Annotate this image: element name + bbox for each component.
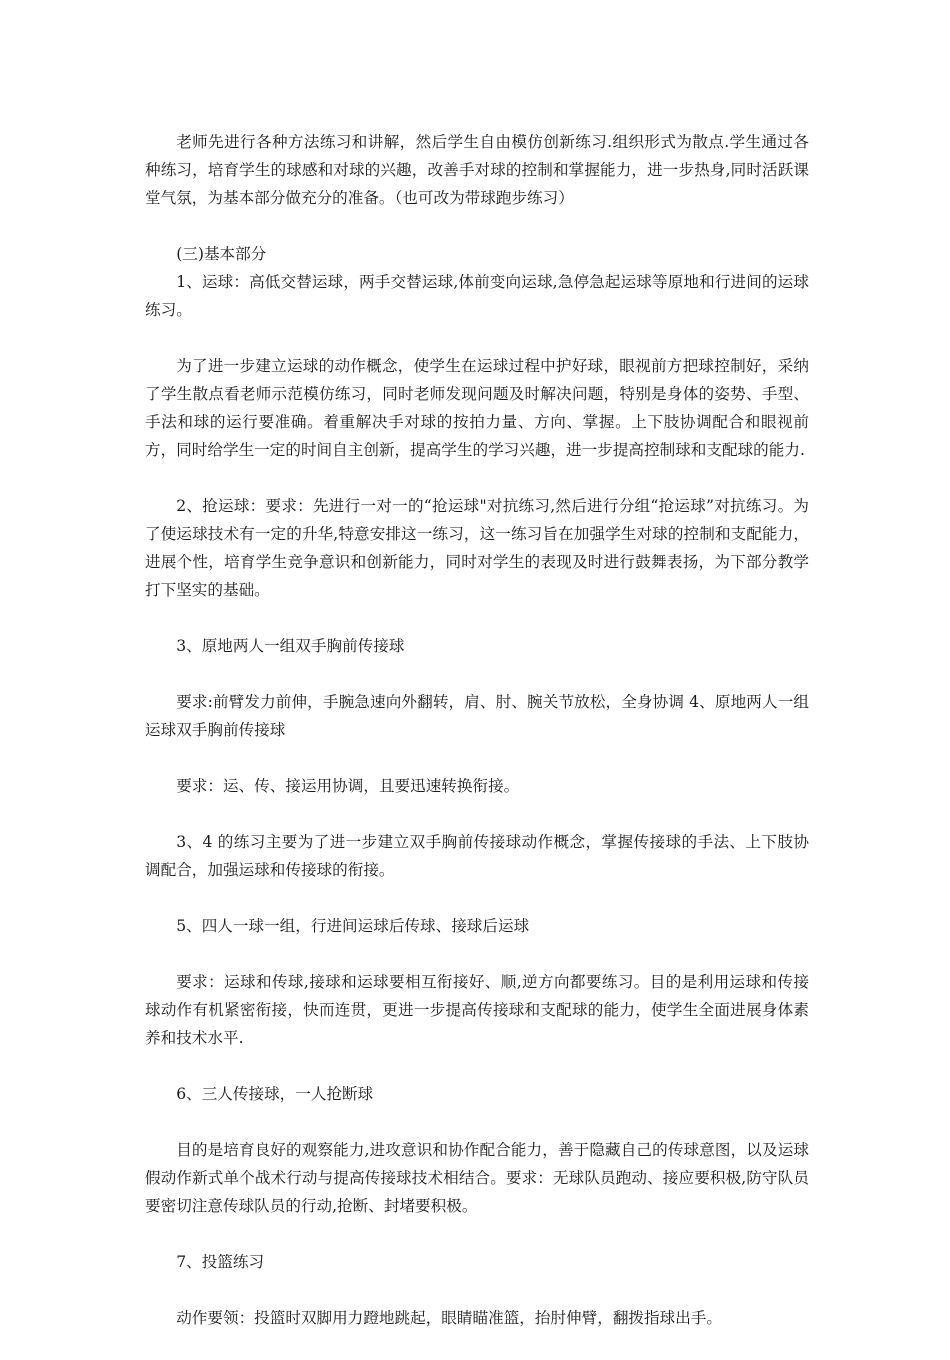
paragraph-item-5-requirement: 要求：运球和传球,接球和运球要相互衔接好、顺,逆方向都要练习。目的是利用运球和传接球动作有机紧密衔接，快而连贯，更进一步提高传接球和支配球的能力，使学生全面进展身体素养和技术水平.	[145, 973, 809, 1047]
paragraph-item-6-purpose: 目的是培育良好的观察能力,进攻意识和协作配合能力，善于隐藏自己的传球意图，以及运球假动作新式单个战术行动与提高传接球技术相结合。要求：无球队员跑动、接应要积极,防守队员要密切注意传球队员的行动,抢断、封堵要积极。	[145, 1141, 809, 1215]
paragraph-item-7-title: 7、投篮练习	[176, 1253, 265, 1271]
paragraph-items-3-4-purpose: 3、4 的练习主要为了进一步建立双手胸前传接球动作概念，掌握传接球的手法、上下肢协调配合，加强运球和传接球的衔接。	[145, 833, 809, 879]
paragraph-item-6-title: 6、三人传接球，一人抢断球	[176, 1085, 374, 1103]
paragraph-item-5-title: 5、四人一球一组，行进间运球后传球、接球后运球	[176, 917, 530, 935]
paragraph-item-3-requirement: 要求:前臂发力前伸，手腕急速向外翻转，肩、肘、腕关节放松，全身协调 4、原地两人一组运球双手胸前传接球	[145, 693, 809, 739]
paragraph-item-3-title: 3、原地两人一组双手胸前传接球	[176, 637, 405, 655]
paragraph-item-4-requirement: 要求：运、传、接运用协调，且要迅速转换衔接。	[176, 777, 520, 795]
paragraph-dribbling-detail: 为了进一步建立运球的动作概念，使学生在运球过程中护好球，眼视前方把球控制好，采纳了学生散点看老师示范模仿练习，同时老师发现问题及时解决问题，特别是身体的姿势、手型、手法和球的运行要准确。着重解决手对球的按拍力量、方向、掌握。上下肢协调配合和眼视前方，同时给学生一定的时间自主创新，提高学生的学习兴趣，进一步提高控制球和支配球的能力.	[145, 357, 809, 459]
paragraph-warmup: 老师先进行各种方法练习和讲解，然后学生自由模仿创新练习.组织形式为散点.学生通过各种练习，培育学生的球感和对球的兴趣，改善手对球的控制和掌握能力，进一步热身,同时活跃课堂气氛，为基本部分做充分的准备。（也可改为带球跑步练习）	[145, 133, 809, 207]
section-heading-basic-part: (三)基本部分	[176, 245, 267, 263]
paragraph-dribbling-title: 1、运球：高低交替运球，两手交替运球,体前变向运球,急停急起运球等原地和行进间的运球练习。	[145, 273, 809, 319]
paragraph-steal-dribble: 2、抢运球：要求：先进行一对一的“抢运球"对抗练习,然后进行分组“抢运球”对抗练习。为了使运球技术有一定的升华,特意安排这一练习，这一练习旨在加强学生对球的控制和支配能力，进展个性，培育学生竞争意识和创新能力，同时对学生的表现及时进行鼓舞表扬，为下部分教学打下坚实的基础。	[145, 497, 809, 599]
paragraph-item-7-essentials: 动作要领：投篮时双脚用力蹬地跳起，眼睛瞄准篮，抬肘伸臂，翻拨指球出手。	[176, 1309, 722, 1327]
document-body	[145, 128, 809, 1360]
